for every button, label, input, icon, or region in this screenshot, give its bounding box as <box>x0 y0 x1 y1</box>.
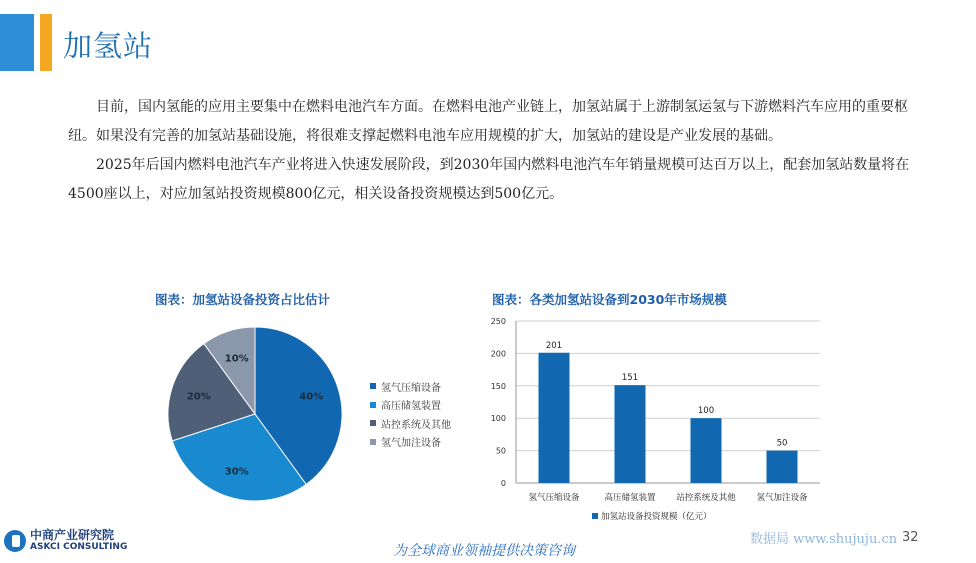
legend-label: 氢气加注设备 <box>381 438 441 450</box>
pie-slice-label: 10% <box>224 353 249 365</box>
paragraph-2: 2025年后国内燃料电池汽车产业将进入快速发展阶段，到2030年国内燃料电池汽车年销量规模可达百万以上，配套加氢站数量将在4500座以上，对应加氢站投资规模800亿元，相关设备投资规模达到500亿元。 <box>68 157 910 202</box>
x-tick-label: 高压储氢装置 <box>604 493 656 503</box>
y-tick-label: 0 <box>500 479 506 488</box>
bar <box>539 353 570 483</box>
logo-text-cn: 中商产业研究院 <box>30 528 115 542</box>
bar-value-label: 201 <box>545 340 563 351</box>
legend-swatch <box>370 420 376 426</box>
footer-slogan: 为全球商业领袖提供决策咨询 <box>393 543 575 559</box>
y-tick-label: 100 <box>490 414 506 424</box>
watermark: 数据局 www.shujuju.cn <box>750 532 898 547</box>
page-number: 32 <box>902 530 919 545</box>
page-title: 加氢站 <box>63 29 154 63</box>
bar-chart <box>478 312 828 530</box>
y-tick-label: 250 <box>490 317 506 326</box>
pie-legend <box>370 377 451 451</box>
legend-swatch <box>370 402 376 408</box>
pie-slice-label: 40% <box>299 391 324 403</box>
legend-swatch <box>592 513 598 519</box>
paragraph-1: 目前，国内氢能的应用主要集中在燃料电池汽车方面。在燃料电池产业链上，加氢站属于上游制氢运氢与下游燃料汽车应用的重要枢纽。如果没有完善的加氢站基础设施，将很难支撑起燃料电池车应用规模的扩大，加氢站的建设是产业发展的基础。 <box>68 99 908 144</box>
bar-chart-title: 图表：各类加氢站设备到2030年市场规模 <box>492 292 727 307</box>
legend-label: 站控系统及其他 <box>381 419 451 431</box>
pie-legend-item <box>370 414 451 433</box>
y-tick-label: 150 <box>490 381 506 391</box>
x-tick-label: 氢气压缩设备 <box>528 493 580 503</box>
logo-icon <box>4 530 26 552</box>
bar <box>767 451 798 483</box>
pie-slice-label: 30% <box>224 466 249 478</box>
y-tick-label: 200 <box>490 349 506 359</box>
pie-chart <box>160 320 350 510</box>
bar <box>691 418 722 483</box>
body-text <box>68 93 910 209</box>
title-accent-orange <box>40 14 52 71</box>
pie-legend-item <box>370 433 451 452</box>
pie-legend-item <box>370 377 451 396</box>
bar-value-label: 50 <box>776 438 788 449</box>
logo-text-en: ASKCI CONSULTING <box>30 542 128 552</box>
legend-swatch <box>370 439 376 445</box>
bar-legend-label: 加氢站设备投资规模（亿元） <box>601 512 712 522</box>
pie-legend-item <box>370 396 451 415</box>
bar <box>615 385 646 483</box>
pie-chart-title: 图表：加氢站设备投资占比估计 <box>155 292 331 307</box>
x-tick-label: 站控系统及其他 <box>676 493 736 503</box>
x-tick-label: 氢气加注设备 <box>756 493 808 503</box>
legend-swatch <box>370 383 376 389</box>
company-logo <box>4 529 127 553</box>
pie-slice-label: 20% <box>186 391 211 403</box>
bar-value-label: 100 <box>697 406 715 417</box>
bar-value-label: 151 <box>621 373 639 384</box>
legend-label: 高压储氢装置 <box>381 401 441 413</box>
legend-label: 氢气压缩设备 <box>381 382 441 394</box>
title-accent-blue <box>0 14 34 71</box>
y-tick-label: 50 <box>495 446 506 456</box>
